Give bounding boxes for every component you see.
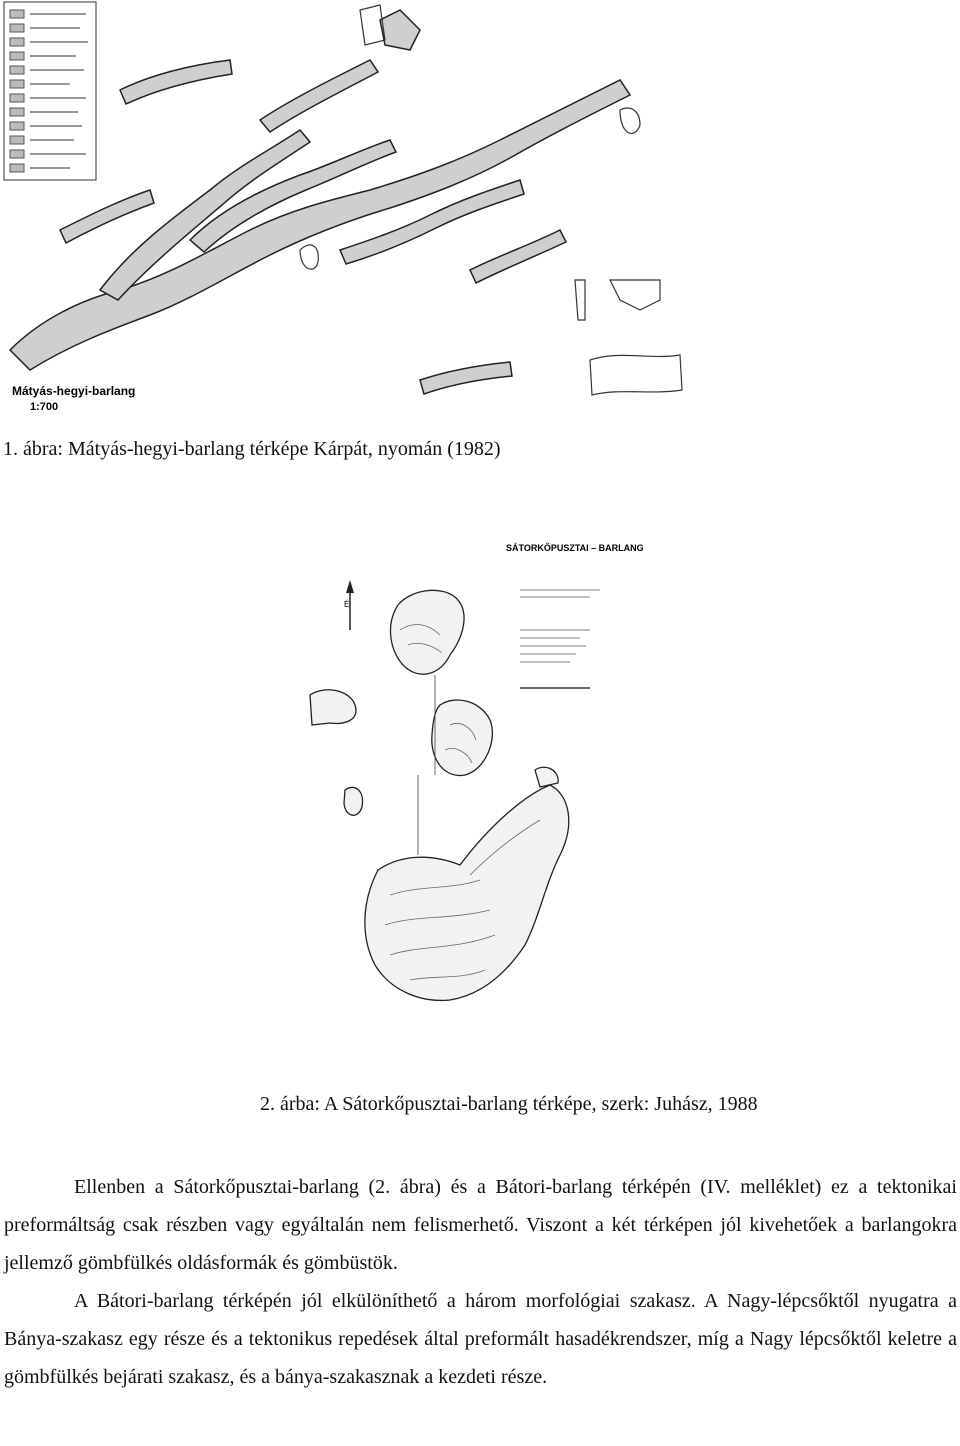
map-title-label: SÁTORKŐPUSZTAI – BARLANG xyxy=(506,543,644,553)
paragraph-2: A Bátori-barlang térképén jól elkülöníthető a három morfológiai szakasz. A Nagy-lépcsőktől nyugatra a Bánya-szakasz egy része és a tektonikus repedések által preformált hasadékrendszer, míg a Nagy lépcsőktől keletre a gömbfülkés bejárati szakasz, és a bánya-szakasznak a kezdeti része. xyxy=(4,1290,957,1388)
cave-chambers xyxy=(310,590,569,1000)
satorkopusztai-cave-map xyxy=(290,535,670,1055)
map-scale-label: 1:700 xyxy=(30,401,59,413)
cave-passages xyxy=(10,10,630,394)
body-text xyxy=(4,1168,957,1396)
figure-2-caption: 2. árba: A Sátorkőpusztai-barlang térképe, szerk: Juhász, 1988 xyxy=(260,1093,758,1115)
matyas-hegyi-cave-map xyxy=(0,0,690,420)
map-title-label: Mátyás-hegyi-barlang xyxy=(12,384,136,398)
figure-1-map xyxy=(0,0,690,420)
north-label: É xyxy=(344,600,350,609)
figure-1-caption: 1. ábra: Mátyás-hegyi-barlang térképe Kárpát, nyomán (1982) xyxy=(3,438,501,460)
north-arrow-icon xyxy=(344,580,354,630)
section-lines xyxy=(418,675,435,855)
figure-2-map xyxy=(290,535,670,1055)
map-legend-box xyxy=(520,590,600,688)
paragraph-1: Ellenben a Sátorkőpusztai-barlang (2. ábra) és a Bátori-barlang térképén (IV. melléklet) ez a tektonikai preformáltság csak részben vagy egyáltalán nem felismerhető. Viszont a két térképen jól kivehetőek a barlangokra jellemző gömbfülkés oldásformák és gömbüstök. xyxy=(4,1176,957,1274)
map-legend xyxy=(4,2,96,180)
